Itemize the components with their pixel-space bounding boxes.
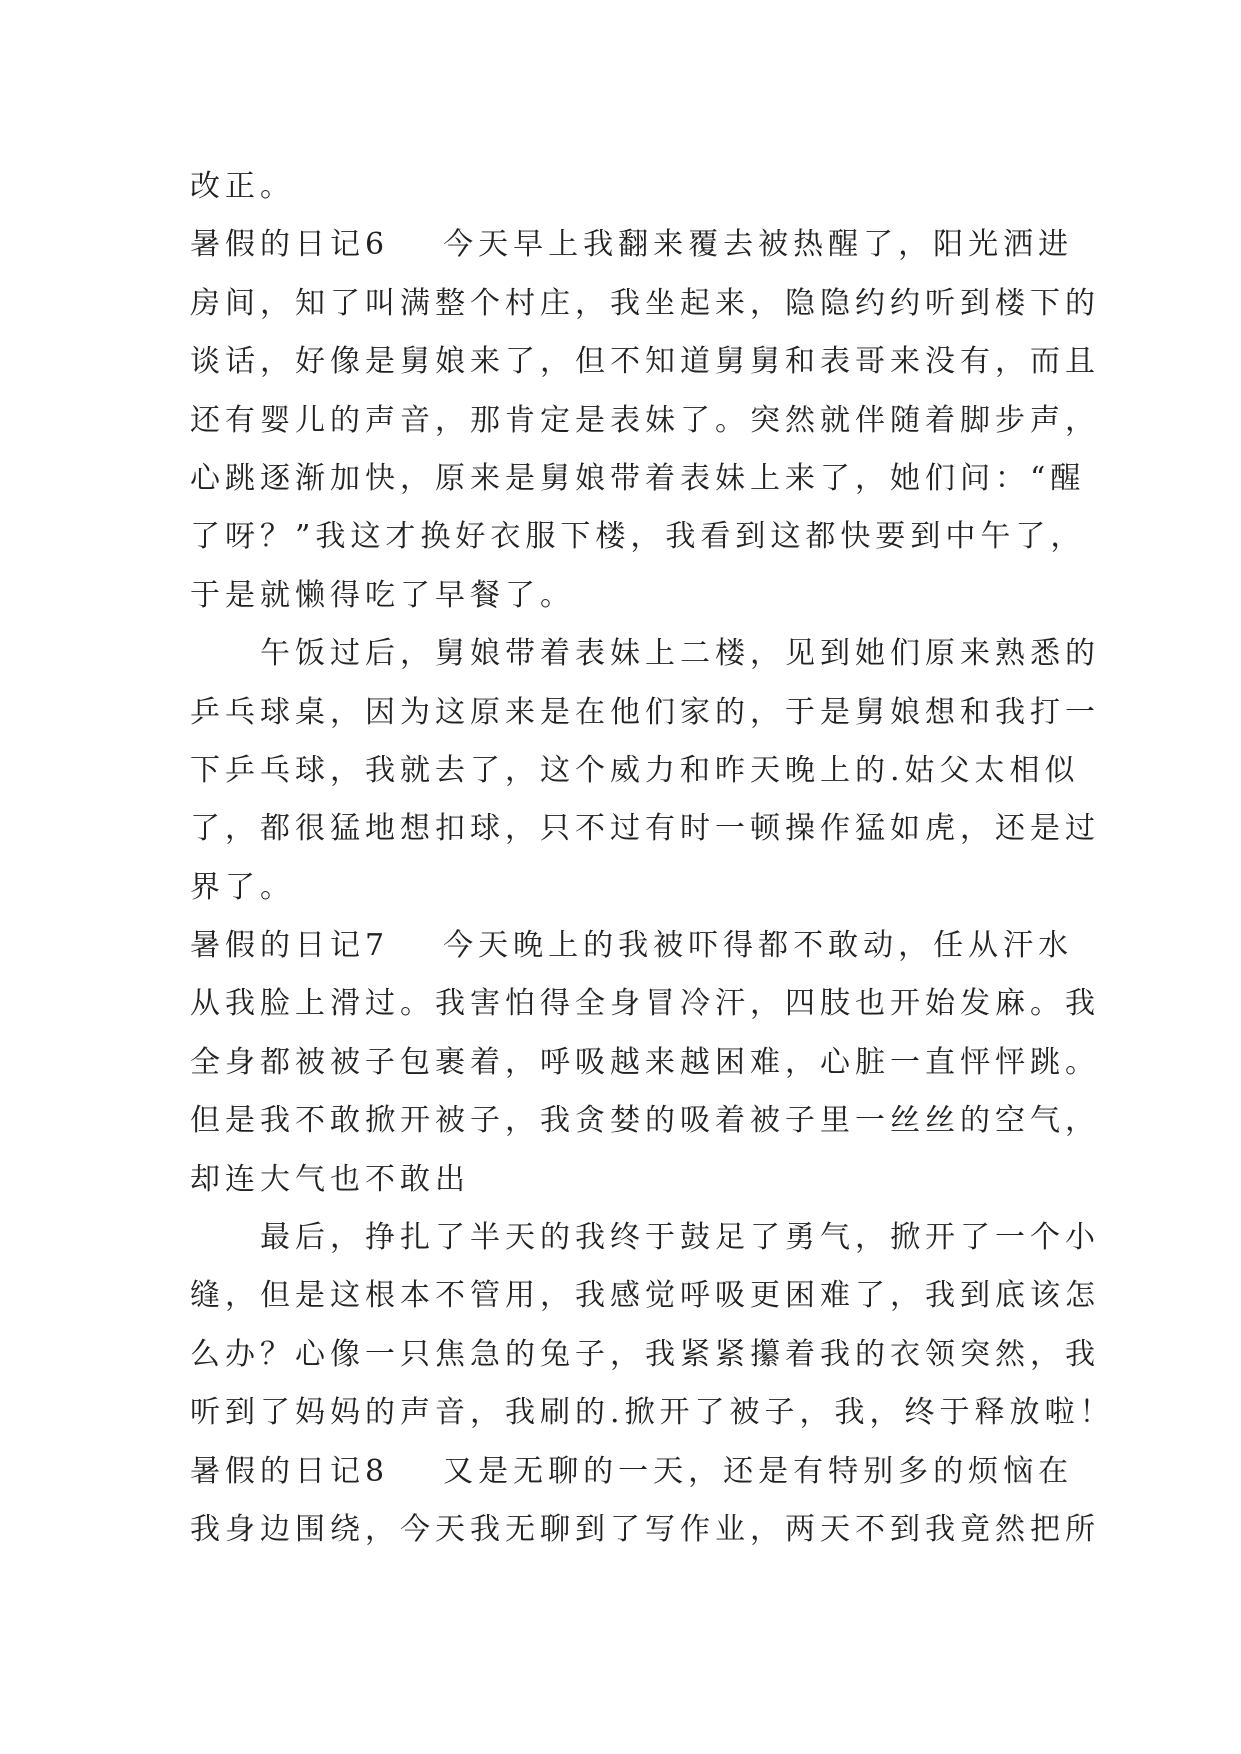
text-line: 听到了妈妈的声音，我刷的.掀开了被子，我，终于释放啦！ [190, 1395, 1115, 1431]
text-line: 房间，知了叫满整个村庄，我坐起来，隐隐约约听到楼下的 [190, 285, 1100, 321]
text-line: 心跳逐渐加快，原来是舅娘带着表妹上来了，她们问：“醒 [190, 460, 1086, 496]
text-line: 却连大气也不敢出 [190, 1161, 470, 1197]
entry-heading: 暑假的日记6 [190, 227, 390, 263]
entry-heading: 暑假的日记8 [190, 1453, 390, 1489]
paragraph-start-line: 最后，挣扎了半天的我终于鼓足了勇气，掀开了一个小 [260, 1220, 1100, 1256]
entry-heading: 暑假的日记7 [190, 928, 390, 964]
text-line: 改正。 [190, 169, 295, 204]
text-line: 下乒乓球，我就去了，这个威力和昨天晚上的.姑父太相似 [190, 752, 1080, 788]
text-line: 从我脸上滑过。我害怕得全身冒冷汗，四肢也开始发麻。我 [190, 986, 1100, 1022]
paragraph-start-line: 午饭过后，舅娘带着表妹上二楼，见到她们原来熟悉的 [260, 636, 1100, 672]
text-line: 谈话，好像是舅娘来了，但不知道舅舅和表哥来没有，而且 [190, 344, 1100, 380]
text-line: 了呀？”我这才换好衣服下楼，我看到这都快要到中午了， [190, 519, 1086, 555]
document-body [190, 158, 1115, 1559]
text-line: 乒乓球桌，因为这原来是在他们家的，于是舅娘想和我打一 [190, 694, 1100, 730]
text-line: 了，都很猛地想扣球，只不过有时一顿操作猛如虎，还是过 [190, 811, 1100, 847]
text-line: 还有婴儿的声音，那肯定是表妹了。突然就伴随着脚步声， [190, 402, 1100, 438]
text-line: 但是我不敢掀开被子，我贪婪的吸着被子里一丝丝的空气， [190, 1103, 1100, 1139]
text-line: 缝，但是这根本不管用，我感觉呼吸更困难了，我到底该怎 [190, 1278, 1100, 1314]
text-line: 么办？心像一只焦急的兔子，我紧紧攥着我的衣领突然，我 [190, 1336, 1100, 1372]
text-line: 界了。 [190, 869, 295, 905]
entry-heading-line: 暑假的日记8 又是无聊的一天，还是有特别多的烦恼在 [190, 1453, 1074, 1489]
text-line: 全身都被被子包裹着，呼吸越来越困难，心脏一直怦怦跳。 [190, 1044, 1100, 1080]
entry-heading-line: 暑假的日记6 今天早上我翻来覆去被热醒了，阳光洒进 [190, 227, 1074, 263]
text-line: 于是就懒得吃了早餐了。 [190, 577, 575, 613]
text-line: 我身边围绕，今天我无聊到了写作业，两天不到我竟然把所 [190, 1511, 1100, 1547]
entry-heading-line: 暑假的日记7 今天晚上的我被吓得都不敢动，任从汗水 [190, 928, 1074, 964]
